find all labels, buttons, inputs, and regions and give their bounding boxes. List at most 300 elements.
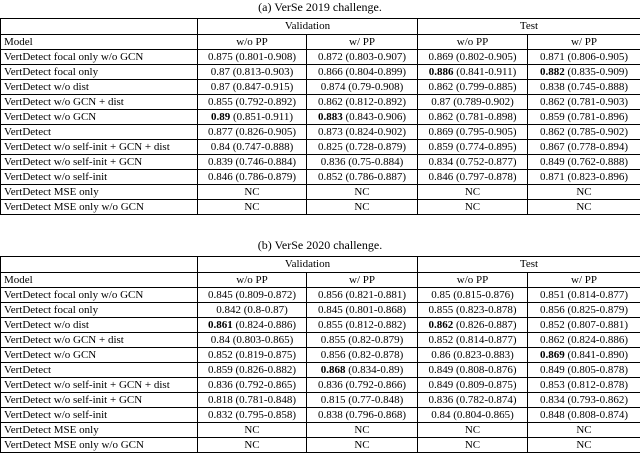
score-range: (0.792-0.865) xyxy=(232,378,296,391)
score-cell xyxy=(198,438,307,453)
table-block-verse2019 xyxy=(0,0,640,215)
score-value: NC xyxy=(576,185,592,198)
table-row xyxy=(1,65,640,80)
score-value: 0.852 xyxy=(318,170,343,183)
model-name-cell: VertDetect focal only xyxy=(1,65,198,80)
score-range: (0.79-0.908) xyxy=(345,80,404,93)
table-row xyxy=(1,333,640,348)
score-range: (0.847-0.915) xyxy=(230,80,294,93)
score-range: (0.812-0.892) xyxy=(342,95,406,108)
score-value: 0.862 xyxy=(428,80,454,93)
table-row xyxy=(1,200,640,215)
score-range: (0.824-0.902) xyxy=(342,125,406,138)
score-range: (0.796-0.868) xyxy=(342,408,406,421)
score-value: 0.846 xyxy=(208,170,233,183)
score-cell xyxy=(307,80,418,95)
score-cell xyxy=(307,185,418,200)
score-range: (0.745-0.888) xyxy=(564,80,628,93)
score-range: (0.812-0.878) xyxy=(564,378,628,391)
score-cell xyxy=(418,303,528,318)
score-value: 0.825 xyxy=(318,140,343,153)
score-range: (0.826-0.882) xyxy=(232,363,296,376)
score-cell xyxy=(418,185,528,200)
score-range: (0.781-0.848) xyxy=(232,393,296,406)
score-cell xyxy=(418,288,528,303)
score-value: 0.838 xyxy=(540,80,565,93)
score-cell xyxy=(418,318,528,333)
score-cell xyxy=(418,438,528,453)
table-row xyxy=(1,393,640,408)
score-cell xyxy=(418,393,528,408)
score-value: 0.89 xyxy=(210,110,231,123)
model-name-cell: VertDetect w/o GCN xyxy=(1,348,198,363)
score-range: (0.802-0.905) xyxy=(453,50,517,63)
score-value: 0.84 xyxy=(210,140,230,153)
score-range: (0.778-0.894) xyxy=(564,140,628,153)
score-value: NC xyxy=(464,200,481,213)
score-range: (0.803-0.865) xyxy=(230,333,294,346)
model-name-cell: VertDetect xyxy=(1,125,198,140)
score-cell xyxy=(198,318,307,333)
table-row xyxy=(1,185,640,200)
score-value: 0.87 xyxy=(210,65,230,78)
score-range: (0.808-0.874) xyxy=(564,408,628,421)
score-value: 0.834 xyxy=(540,393,565,406)
table-row xyxy=(1,125,640,140)
score-range: (0.851-0.911) xyxy=(230,110,294,123)
score-range: (0.792-0.892) xyxy=(232,95,296,108)
table-row xyxy=(1,80,640,95)
score-cell xyxy=(307,393,418,408)
score-range: (0.795-0.905) xyxy=(453,125,517,138)
score-value: 0.845 xyxy=(318,303,343,316)
score-cell xyxy=(528,348,640,363)
score-value: 0.84 xyxy=(431,408,451,421)
score-range: (0.782-0.874) xyxy=(453,393,517,406)
score-range: (0.823-0.878) xyxy=(453,303,517,316)
score-range: (0.803-0.907) xyxy=(342,50,406,63)
score-range: (0.786-0.887) xyxy=(342,170,406,183)
score-cell xyxy=(307,333,418,348)
score-cell xyxy=(198,125,307,140)
results-table-verse2019 xyxy=(0,18,640,215)
score-cell xyxy=(307,170,418,185)
score-value: 0.875 xyxy=(208,50,233,63)
score-value: 0.87 xyxy=(210,80,230,93)
table-row xyxy=(1,348,640,363)
score-range: (0.824-0.886) xyxy=(564,333,628,346)
score-value: 0.838 xyxy=(318,408,343,421)
score-range: (0.805-0.878) xyxy=(564,363,628,376)
score-value: 0.855 xyxy=(428,303,454,316)
score-value: 0.851 xyxy=(540,288,565,301)
score-value: 0.869 xyxy=(428,125,454,138)
score-range: (0.806-0.905) xyxy=(564,50,628,63)
score-value: 0.855 xyxy=(318,318,343,331)
score-range: (0.799-0.885) xyxy=(453,80,517,93)
score-value: 0.836 xyxy=(208,378,233,391)
header-val-w-pp: w/ PP xyxy=(307,273,418,288)
score-range: (0.793-0.862) xyxy=(564,393,628,406)
model-name-cell: VertDetect w/o dist xyxy=(1,80,198,95)
table-row xyxy=(1,423,640,438)
score-value: 0.862 xyxy=(428,318,454,331)
score-value: 0.867 xyxy=(540,140,565,153)
score-cell xyxy=(528,155,640,170)
table-row xyxy=(1,288,640,303)
score-range: (0.801-0.868) xyxy=(342,303,406,316)
score-value: NC xyxy=(244,423,260,436)
score-range: (0.814-0.877) xyxy=(564,288,628,301)
score-range: (0.808-0.876) xyxy=(453,363,517,376)
score-range: (0.747-0.888) xyxy=(230,140,294,153)
table-body xyxy=(1,288,640,453)
score-value: 0.849 xyxy=(540,155,565,168)
model-name-cell: VertDetect w/o self-init xyxy=(1,408,198,423)
score-cell xyxy=(198,95,307,110)
header-val-wo-pp: w/o PP xyxy=(198,35,307,50)
score-range: (0.801-0.908) xyxy=(232,50,296,63)
score-cell xyxy=(528,140,640,155)
table-row xyxy=(1,110,640,125)
table-row xyxy=(1,140,640,155)
score-value: 0.836 xyxy=(428,393,454,406)
header-test: Test xyxy=(418,19,640,35)
score-cell xyxy=(528,288,640,303)
score-cell xyxy=(528,125,640,140)
model-name-cell: VertDetect focal only w/o GCN xyxy=(1,288,198,303)
score-range: (0.797-0.878) xyxy=(453,170,517,183)
score-value: 0.84 xyxy=(210,333,230,346)
score-cell xyxy=(307,95,418,110)
score-cell xyxy=(198,155,307,170)
model-name-cell: VertDetect MSE only xyxy=(1,185,198,200)
score-range: (0.819-0.875) xyxy=(232,348,296,361)
score-value: NC xyxy=(464,185,481,198)
score-cell xyxy=(198,110,307,125)
score-range: (0.814-0.877) xyxy=(453,333,517,346)
score-cell xyxy=(418,363,528,378)
table-row xyxy=(1,303,640,318)
score-range: (0.843-0.906) xyxy=(342,110,406,123)
score-cell xyxy=(528,50,640,65)
score-cell xyxy=(528,363,640,378)
score-value: 0.877 xyxy=(208,125,233,138)
score-cell xyxy=(307,110,418,125)
score-value: 0.856 xyxy=(320,348,346,361)
score-range: (0.746-0.884) xyxy=(232,155,296,168)
score-cell xyxy=(418,125,528,140)
score-cell xyxy=(307,140,418,155)
score-range: (0.752-0.877) xyxy=(453,155,517,168)
score-range: (0.774-0.895) xyxy=(453,140,517,153)
header-test-wo-pp: w/o PP xyxy=(418,35,528,50)
score-value: 0.849 xyxy=(428,363,454,376)
table-body xyxy=(1,50,640,215)
table-caption: (b) VerSe 2020 challenge. xyxy=(257,238,383,252)
score-value: 0.846 xyxy=(428,170,454,183)
score-cell xyxy=(198,185,307,200)
score-cell xyxy=(198,333,307,348)
score-value: 0.849 xyxy=(540,363,565,376)
results-table-verse2020 xyxy=(0,256,640,453)
score-value: NC xyxy=(464,438,481,451)
score-cell xyxy=(528,65,640,80)
score-cell xyxy=(307,125,418,140)
score-value: 0.882 xyxy=(540,65,565,78)
score-range: (0.809-0.872) xyxy=(232,288,296,301)
table-row xyxy=(1,363,640,378)
score-cell xyxy=(418,378,528,393)
score-range: (0.807-0.881) xyxy=(564,318,628,331)
score-value: NC xyxy=(354,185,370,198)
score-value: 0.852 xyxy=(540,318,565,331)
score-range: (0.841-0.890) xyxy=(564,348,628,361)
score-cell xyxy=(307,318,418,333)
score-value: 0.871 xyxy=(540,50,565,63)
model-name-cell: VertDetect focal only xyxy=(1,303,198,318)
score-range: (0.812-0.882) xyxy=(342,318,406,331)
score-cell xyxy=(528,303,640,318)
score-value: 0.853 xyxy=(540,378,565,391)
score-range: (0.8-0.87) xyxy=(241,303,288,316)
score-value: 0.834 xyxy=(428,155,454,168)
model-name-cell: VertDetect w/o self-init xyxy=(1,170,198,185)
score-cell xyxy=(307,438,418,453)
score-value: 0.852 xyxy=(428,333,454,346)
model-name-cell: VertDetect w/o self-init + GCN + dist xyxy=(1,140,198,155)
score-value: 0.87 xyxy=(431,95,451,108)
score-cell xyxy=(198,348,307,363)
score-cell xyxy=(528,200,640,215)
header-empty-cell xyxy=(1,257,198,273)
score-cell xyxy=(307,288,418,303)
score-cell xyxy=(307,348,418,363)
score-value: 0.873 xyxy=(318,125,343,138)
score-cell xyxy=(418,423,528,438)
score-value: 0.836 xyxy=(318,378,343,391)
model-name-cell: VertDetect w/o self-init + GCN + dist xyxy=(1,378,198,393)
score-range: (0.841-0.911) xyxy=(453,65,517,78)
score-cell xyxy=(307,408,418,423)
score-range: (0.785-0.902) xyxy=(564,125,628,138)
score-range: (0.781-0.903) xyxy=(564,95,628,108)
score-value: 0.852 xyxy=(208,348,233,361)
score-cell xyxy=(198,393,307,408)
score-value: 0.861 xyxy=(208,318,233,331)
score-range: (0.809-0.875) xyxy=(453,378,517,391)
score-range: (0.804-0.899) xyxy=(342,65,406,78)
score-cell xyxy=(198,378,307,393)
table-row xyxy=(1,95,640,110)
score-cell xyxy=(198,288,307,303)
score-range: (0.728-0.879) xyxy=(342,140,406,153)
score-value: 0.855 xyxy=(320,333,346,346)
score-cell xyxy=(418,50,528,65)
header-val-w-pp: w/ PP xyxy=(307,35,418,50)
score-value: NC xyxy=(576,200,592,213)
model-name-cell: VertDetect w/o self-init + GCN xyxy=(1,393,198,408)
score-value: 0.859 xyxy=(540,110,565,123)
score-cell xyxy=(528,393,640,408)
score-cell xyxy=(198,140,307,155)
model-name-cell: VertDetect w/o GCN + dist xyxy=(1,95,198,110)
model-name-cell: VertDetect MSE only xyxy=(1,423,198,438)
score-range: (0.815-0.876) xyxy=(450,288,514,301)
score-cell xyxy=(418,348,528,363)
score-value: NC xyxy=(244,200,260,213)
score-cell xyxy=(528,80,640,95)
score-value: 0.886 xyxy=(428,65,454,78)
score-cell xyxy=(528,185,640,200)
score-value: 0.869 xyxy=(428,50,454,63)
score-value: 0.862 xyxy=(540,333,565,346)
header-val-wo-pp: w/o PP xyxy=(198,273,307,288)
score-range: (0.824-0.886) xyxy=(232,318,296,331)
score-range: (0.823-0.896) xyxy=(564,170,628,183)
header-model: Model xyxy=(1,273,198,288)
score-value: NC xyxy=(244,185,260,198)
header-model: Model xyxy=(1,35,198,50)
score-value: 0.842 xyxy=(216,303,241,316)
score-range: (0.82-0.878) xyxy=(345,348,404,361)
score-range: (0.789-0.902) xyxy=(450,95,514,108)
score-range: (0.82-0.879) xyxy=(345,333,404,346)
table-row xyxy=(1,378,640,393)
table-row xyxy=(1,408,640,423)
score-value: 0.848 xyxy=(540,408,565,421)
table-caption: (a) VerSe 2019 challenge. xyxy=(258,0,382,14)
table-row xyxy=(1,155,640,170)
score-cell xyxy=(198,170,307,185)
table-block-verse2020 xyxy=(0,238,640,453)
score-cell xyxy=(528,110,640,125)
header-test-w-pp: w/ PP xyxy=(528,35,640,50)
score-value: NC xyxy=(354,423,370,436)
score-value: 0.883 xyxy=(318,110,343,123)
score-cell xyxy=(528,318,640,333)
score-cell xyxy=(307,423,418,438)
score-cell xyxy=(418,140,528,155)
header-test: Test xyxy=(418,257,640,273)
score-cell xyxy=(307,155,418,170)
score-value: 0.832 xyxy=(208,408,233,421)
model-name-cell: VertDetect focal only w/o GCN xyxy=(1,50,198,65)
score-value: 0.839 xyxy=(208,155,233,168)
score-range: (0.821-0.881) xyxy=(342,288,406,301)
score-value: 0.818 xyxy=(208,393,233,406)
model-name-cell: VertDetect MSE only w/o GCN xyxy=(1,438,198,453)
score-value: 0.862 xyxy=(428,110,454,123)
score-range: (0.826-0.887) xyxy=(453,318,517,331)
score-cell xyxy=(528,408,640,423)
score-cell xyxy=(418,333,528,348)
table-row xyxy=(1,318,640,333)
table-row xyxy=(1,170,640,185)
score-value: 0.815 xyxy=(320,393,346,406)
score-value: NC xyxy=(354,438,370,451)
score-cell xyxy=(307,50,418,65)
score-cell xyxy=(528,423,640,438)
score-cell xyxy=(528,170,640,185)
score-cell xyxy=(198,80,307,95)
score-range: (0.781-0.896) xyxy=(564,110,628,123)
table-row xyxy=(1,50,640,65)
score-value: 0.868 xyxy=(320,363,346,376)
score-value: 0.856 xyxy=(540,303,565,316)
score-cell xyxy=(198,200,307,215)
score-value: NC xyxy=(576,423,592,436)
score-value: 0.855 xyxy=(208,95,233,108)
score-range: (0.75-0.884) xyxy=(345,155,404,168)
score-range: (0.762-0.888) xyxy=(564,155,628,168)
header-test-w-pp: w/ PP xyxy=(528,273,640,288)
score-cell xyxy=(198,423,307,438)
header-validation: Validation xyxy=(198,257,418,273)
score-value: NC xyxy=(576,438,592,451)
score-cell xyxy=(418,200,528,215)
score-cell xyxy=(418,95,528,110)
score-cell xyxy=(528,333,640,348)
score-value: 0.871 xyxy=(540,170,565,183)
score-value: 0.845 xyxy=(208,288,233,301)
score-cell xyxy=(418,80,528,95)
model-name-cell: VertDetect w/o GCN + dist xyxy=(1,333,198,348)
score-value: 0.862 xyxy=(540,95,565,108)
score-range: (0.834-0.89) xyxy=(345,363,404,376)
score-value: 0.836 xyxy=(320,155,346,168)
score-value: 0.869 xyxy=(540,348,565,361)
score-range: (0.786-0.879) xyxy=(232,170,296,183)
score-cell xyxy=(418,65,528,80)
score-cell xyxy=(198,363,307,378)
score-cell xyxy=(418,170,528,185)
score-range: (0.826-0.905) xyxy=(232,125,296,138)
score-value: 0.862 xyxy=(318,95,343,108)
score-value: 0.866 xyxy=(318,65,343,78)
score-value: 0.862 xyxy=(540,125,565,138)
score-range: (0.813-0.903) xyxy=(230,65,294,78)
score-range: (0.804-0.865) xyxy=(450,408,514,421)
score-cell xyxy=(418,408,528,423)
model-name-cell: VertDetect MSE only w/o GCN xyxy=(1,200,198,215)
header-test-wo-pp: w/o PP xyxy=(418,273,528,288)
header-validation: Validation xyxy=(198,19,418,35)
score-value: 0.86 xyxy=(431,348,451,361)
score-cell xyxy=(418,110,528,125)
model-name-cell: VertDetect w/o dist xyxy=(1,318,198,333)
header-empty-cell xyxy=(1,19,198,35)
score-cell xyxy=(307,378,418,393)
score-range: (0.795-0.858) xyxy=(232,408,296,421)
model-name-cell: VertDetect w/o GCN xyxy=(1,110,198,125)
score-cell xyxy=(418,155,528,170)
score-value: 0.874 xyxy=(320,80,346,93)
score-value: NC xyxy=(354,200,370,213)
model-name-cell: VertDetect w/o self-init + GCN xyxy=(1,155,198,170)
score-cell xyxy=(198,303,307,318)
score-cell xyxy=(528,438,640,453)
score-range: (0.77-0.848) xyxy=(345,393,404,406)
score-value: NC xyxy=(464,423,481,436)
table-row xyxy=(1,438,640,453)
score-range: (0.792-0.866) xyxy=(342,378,406,391)
score-value: 0.856 xyxy=(318,288,343,301)
score-cell xyxy=(528,95,640,110)
score-cell xyxy=(307,65,418,80)
score-value: 0.85 xyxy=(431,288,451,301)
model-name-cell: VertDetect xyxy=(1,363,198,378)
